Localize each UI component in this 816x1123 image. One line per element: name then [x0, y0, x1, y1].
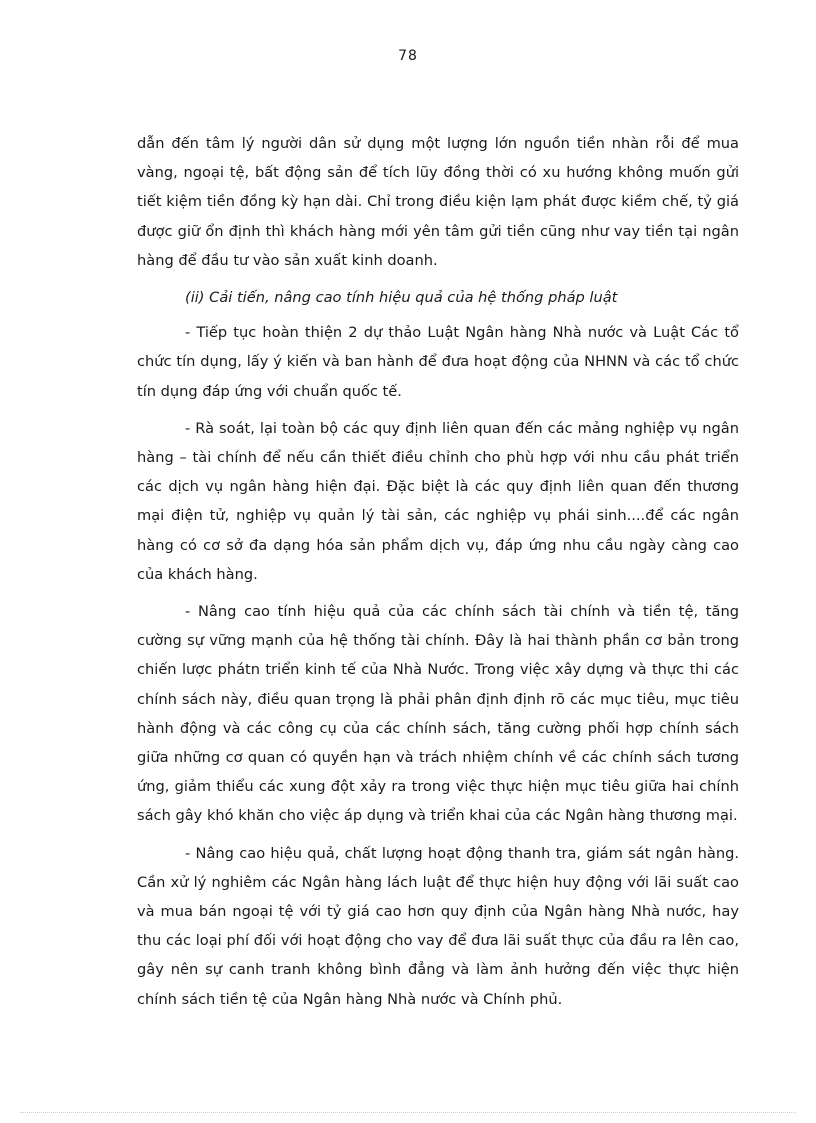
page-number: 78 — [398, 48, 418, 64]
paragraph-draft-laws: - Tiếp tục hoàn thiện 2 dự thảo Luật Ngân hàng Nhà nước và Luật Các tổ chức tín dụng, lấy ý kiến và ban hành để đưa hoạt động của NHNN và các tổ chức tín dụng đáp ứng với chuẩn quốc tế. — [137, 324, 739, 400]
section-heading-legal-system: (ii) Cải tiến, nâng cao tính hiệu quả của hệ thống pháp luật — [185, 289, 618, 307]
paragraph-inflation-context: dẫn đến tâm lý người dân sử dụng một lượng lớn nguồn tiền nhàn rỗi để mua vàng, ngoại tệ, bất động sản để tích lũy đồng thời có xu hướng không muốn gửi tiết kiệm tiền đồng kỳ hạn dài. Chỉ trong điều kiện lạm phát được kiềm chế, tỷ giá được giữ ổn định thì khách hàng mới yên tâm gửi tiền cũng như vay tiền tại ngân hàng để đầu tư vào sản xuất kinh doanh. — [137, 135, 739, 269]
page-bottom-divider — [20, 1112, 796, 1113]
document-body — [137, 129, 739, 1022]
paragraph-inspection-supervision: - Nâng cao hiệu quả, chất lượng hoạt động thanh tra, giám sát ngân hàng. Cần xử lý nghiêm các Ngân hàng lách luật để thực hiện huy động với lãi suất cao và mua bán ngoại tệ với tỷ giá cao hơn quy định của Ngân hàng Nhà nước, hay thu các loại phí đối với hoạt động cho vay để đưa lãi suất thực của đầu ra lên cao, gây nên sự canh tranh không bình đẳng và làm ảnh hưởng đến việc thực hiện chính sách tiền tệ của Ngân hàng Nhà nước và Chính phủ. — [137, 844, 739, 1008]
paragraph-review-regulations: - Rà soát, lại toàn bộ các quy định liên quan đến các mảng nghiệp vụ ngân hàng – tài chính để nếu cần thiết điều chỉnh cho phù hợp với nhu cầu phát triển các dịch vụ ngân hàng hiện đại. Đặc biệt là các quy định liên quan đến thương mại điện tử, nghiệp vụ quản lý tài sản, các nghiệp vụ phái sinh....để các ngân hàng có cơ sở đa dạng hóa sản phẩm dịch vụ, đáp ứng nhu cầu ngày càng cao của khách hàng. — [137, 419, 739, 583]
paragraph-policy-effectiveness: - Nâng cao tính hiệu quả của các chính sách tài chính và tiền tệ, tăng cường sự vững mạnh của hệ thống tài chính. Đây là hai thành phần cơ bản trong chiến lược phátn triển kinh tế của Nhà Nước. Trong việc xây dựng và thực thi các chính sách này, điều quan trọng là phải phân định định rõ các mục tiêu, mục tiêu hành động và các công cụ của các chính sách, tăng cường phối hợp chính sách giữa những cơ quan có quyền hạn và trách nhiệm chính về các chính sách tương ứng, giảm thiểu các xung đột xảy ra trong việc thực hiện mục tiêu giữa hai chính sách gây khó khăn cho việc áp dụng và triển khai của các Ngân hàng thương mại. — [137, 603, 739, 825]
